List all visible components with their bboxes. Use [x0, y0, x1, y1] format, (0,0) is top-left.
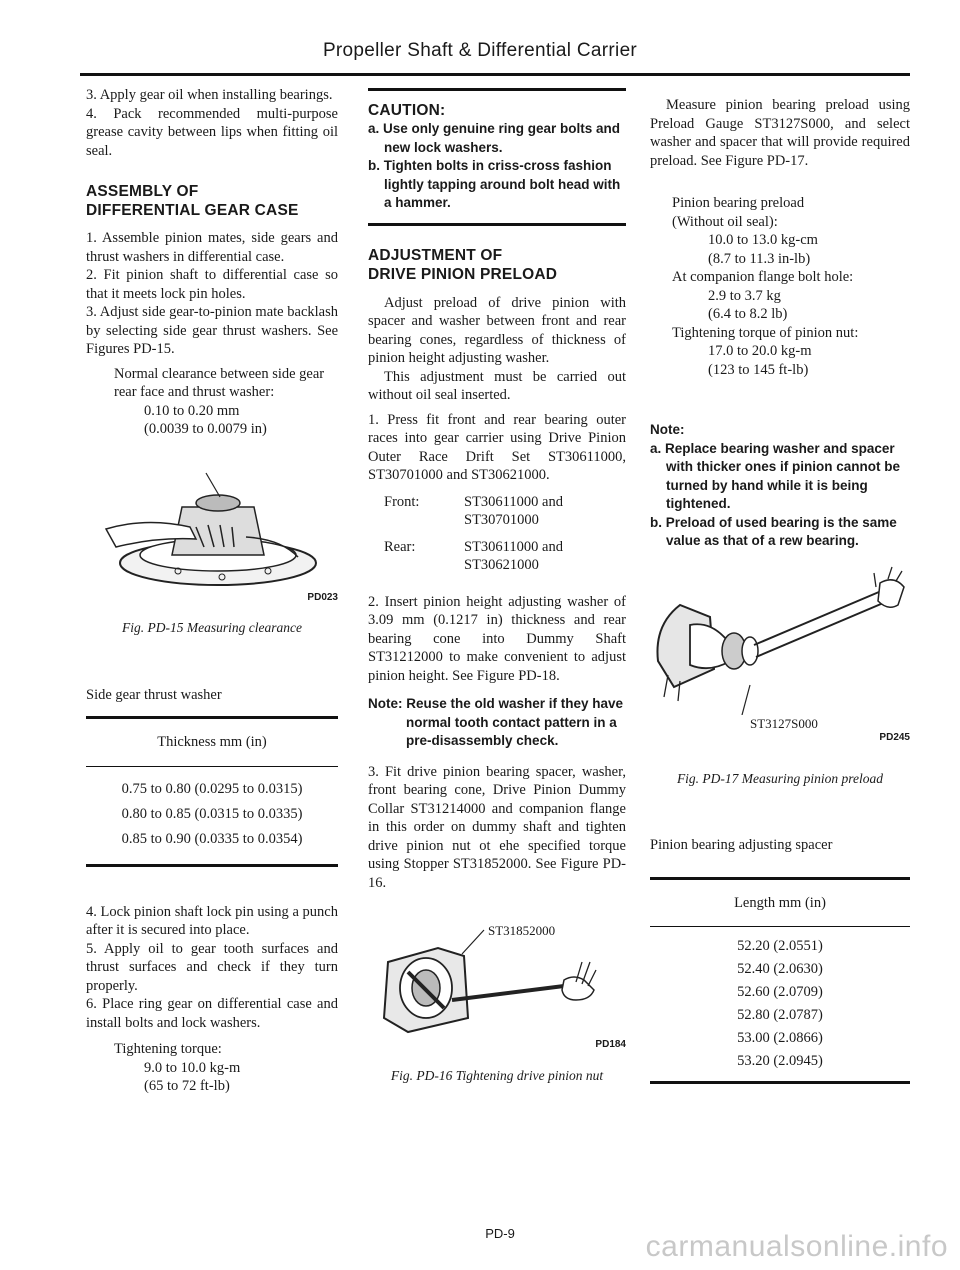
section-heading: DRIVE PINION PRELOAD	[368, 265, 558, 283]
spec-value: 10.0 to 13.0 kg-cm	[708, 232, 818, 248]
figure-code: PD184	[595, 1039, 626, 1050]
spec-title: At companion flange bolt hole:	[672, 269, 854, 285]
table-title: Side gear thrust washer	[86, 686, 222, 703]
section-heading: ASSEMBLY OF	[86, 183, 199, 200]
spec-intro: Normal clearance between side gear rear face and thrust washer:	[114, 365, 325, 400]
note-item: a. Replace bearing washer and spacer with thicker ones if pinion cannot be turned by hand while it is being tightened.	[650, 440, 901, 511]
table-rule	[650, 1081, 910, 1084]
table-rule	[650, 877, 910, 880]
note-title: Note:	[650, 422, 685, 437]
caution-title: CAUTION:	[368, 102, 446, 119]
page-header: Propeller Shaft & Differential Carrier	[322, 40, 638, 61]
paragraph: 6. Place ring gear on differential case and install bolts and lock washers.	[86, 996, 338, 1031]
header-rule	[80, 73, 910, 76]
paragraph: 2. Fit pinion shaft to differential case so that it meets lock pin holes.	[86, 267, 338, 302]
figure-caption: Fig. PD-15 Measuring clearance	[122, 620, 302, 635]
paragraph: 4. Pack recommended multi-purpose grease cavity between lips when fitting oil seal.	[86, 105, 338, 159]
paragraph: Adjust preload of drive pinion with spacer and washer between front and rear bearing cones, regardless of thickness of pinion height adjusting washer.	[368, 294, 626, 366]
table-title: Pinion bearing adjusting spacer	[650, 837, 833, 853]
paragraph: This adjustment must be carried out without oil seal inserted.	[368, 368, 626, 403]
paragraph: 1. Assemble pinion mates, side gears and thrust washers in differential case.	[86, 230, 338, 265]
table-row: 52.40 (2.0630)	[737, 961, 823, 977]
caution-item: a. Use only genuine ring gear bolts and new lock washers.	[368, 121, 621, 155]
spec-title: Tightening torque of pinion nut:	[672, 324, 859, 341]
differential-case-illustration	[86, 467, 338, 593]
figure-code: PD023	[307, 591, 338, 603]
table-row: 0.85 to 0.90 (0.0335 to 0.0354)	[121, 830, 303, 847]
paragraph: 4. Lock pinion shaft lock pin using a punch after it is secured into place.	[86, 903, 338, 938]
spec-value: 17.0 to 20.0 kg-m	[708, 343, 812, 359]
part-label: Front:	[384, 493, 420, 510]
part-value: ST30611000 and	[464, 493, 563, 510]
part-row	[368, 493, 626, 530]
figure-pd16	[368, 922, 626, 1040]
table-rule	[650, 926, 910, 927]
table-row: 53.20 (2.0945)	[737, 1053, 823, 1069]
spec-value: 0.10 to 0.20 mm	[144, 402, 240, 419]
spec-sub: (Without oil seal):	[672, 213, 778, 230]
paragraph: 1. Press fit front and rear bearing outer races into gear carrier using Drive Pinion Outer Race Drift Set ST30611000, ST30701000 and ST30621000.	[368, 411, 626, 483]
paragraph: 3. Adjust side gear-to-pinion mate backlash by selecting side gear thrust washers. See Figures PD-15.	[86, 304, 338, 357]
paragraph: Measure pinion bearing preload using Preload Gauge ST3127S000, and select washer and spacer that will provide required preload. See Figure PD-17.	[650, 97, 910, 169]
section-heading: ADJUSTMENT OF	[368, 246, 503, 264]
table-rule	[86, 766, 338, 767]
spec-value: (8.7 to 11.3 in-lb)	[708, 250, 811, 267]
note: Note: Reuse the old washer if they have normal tooth contact pattern in a pre-disassembly check.	[368, 696, 624, 748]
column-middle	[368, 86, 626, 1085]
table-rule	[86, 716, 338, 719]
page-number: PD-9	[485, 1226, 515, 1241]
column-right	[650, 86, 910, 1084]
caution-item: b. Tighten bolts in criss-cross fashion lightly tapping around bolt head with a hammer.	[368, 158, 621, 210]
paragraph: 3. Apply gear oil when installing bearings.	[86, 87, 333, 103]
paragraph: 2. Insert pinion height adjusting washer of 3.09 mm (0.1217 in) thickness and rear bearing cone into Dummy Shaft ST31212000 to make convenient to adjust pinion height. See Figure PD-18.	[368, 593, 626, 684]
table-row: 52.60 (2.0709)	[737, 984, 823, 1000]
preload-gauge-illustration	[650, 565, 910, 715]
part-value: ST30621000	[464, 557, 539, 573]
table-header: Thickness mm (in)	[157, 734, 267, 750]
figure-caption: Fig. PD-16 Tightening drive pinion nut	[390, 1067, 604, 1083]
tool-label: ST31852000	[488, 923, 556, 938]
table-row: 53.00 (2.0866)	[737, 1030, 823, 1046]
spec-value: (6.4 to 8.2 lb)	[708, 306, 788, 322]
spec-title: Pinion bearing preload	[672, 195, 805, 211]
figure-pd15	[86, 467, 338, 593]
spec-value: (0.0039 to 0.0079 in)	[144, 421, 267, 437]
part-value: ST30611000 and	[464, 538, 563, 555]
spec-value: (65 to 72 ft-lb)	[144, 1078, 230, 1094]
spec-intro: Tightening torque:	[114, 1041, 222, 1057]
table-row: 0.80 to 0.85 (0.0315 to 0.0335)	[121, 805, 303, 822]
note-item: b. Preload of used bearing is the same value as that of a rew bearing.	[650, 514, 897, 548]
table-header: Length mm (in)	[734, 894, 826, 911]
figure-code: PD245	[879, 732, 910, 743]
part-label: Rear:	[384, 538, 416, 555]
part-row	[368, 538, 626, 575]
spec-value: 2.9 to 3.7 kg	[708, 287, 781, 304]
table-row: 52.80 (2.0787)	[737, 1007, 823, 1023]
paragraph: 5. Apply oil to gear tooth surfaces and thrust surfaces and check if they turn properly.	[86, 940, 338, 994]
column-left	[86, 86, 338, 1096]
table-row: 0.75 to 0.80 (0.0295 to 0.0315)	[121, 780, 303, 797]
part-value: ST30701000	[464, 512, 539, 528]
spec-value: (123 to 145 ft-lb)	[708, 361, 809, 378]
table-row: 52.20 (2.0551)	[737, 938, 823, 954]
section-heading: DIFFERENTIAL GEAR CASE	[86, 202, 299, 219]
figure-caption: Fig. PD-17 Measuring pinion preload	[676, 770, 884, 786]
spec-value: 9.0 to 10.0 kg-m	[144, 1059, 241, 1076]
figure-pd17	[650, 565, 910, 715]
watermark: carmanualsonline.info	[645, 1230, 948, 1263]
tool-label: ST3127S000	[750, 715, 818, 731]
paragraph: 3. Fit drive pinion bearing spacer, washer, front bearing cone, Drive Pinion Dummy Collar ST31214000 and companion flange in this order on dummy shaft and tighten drive pinion nut ot ehe specified torque using Stopper ST31852000. See Figure PD-16.	[368, 763, 626, 891]
